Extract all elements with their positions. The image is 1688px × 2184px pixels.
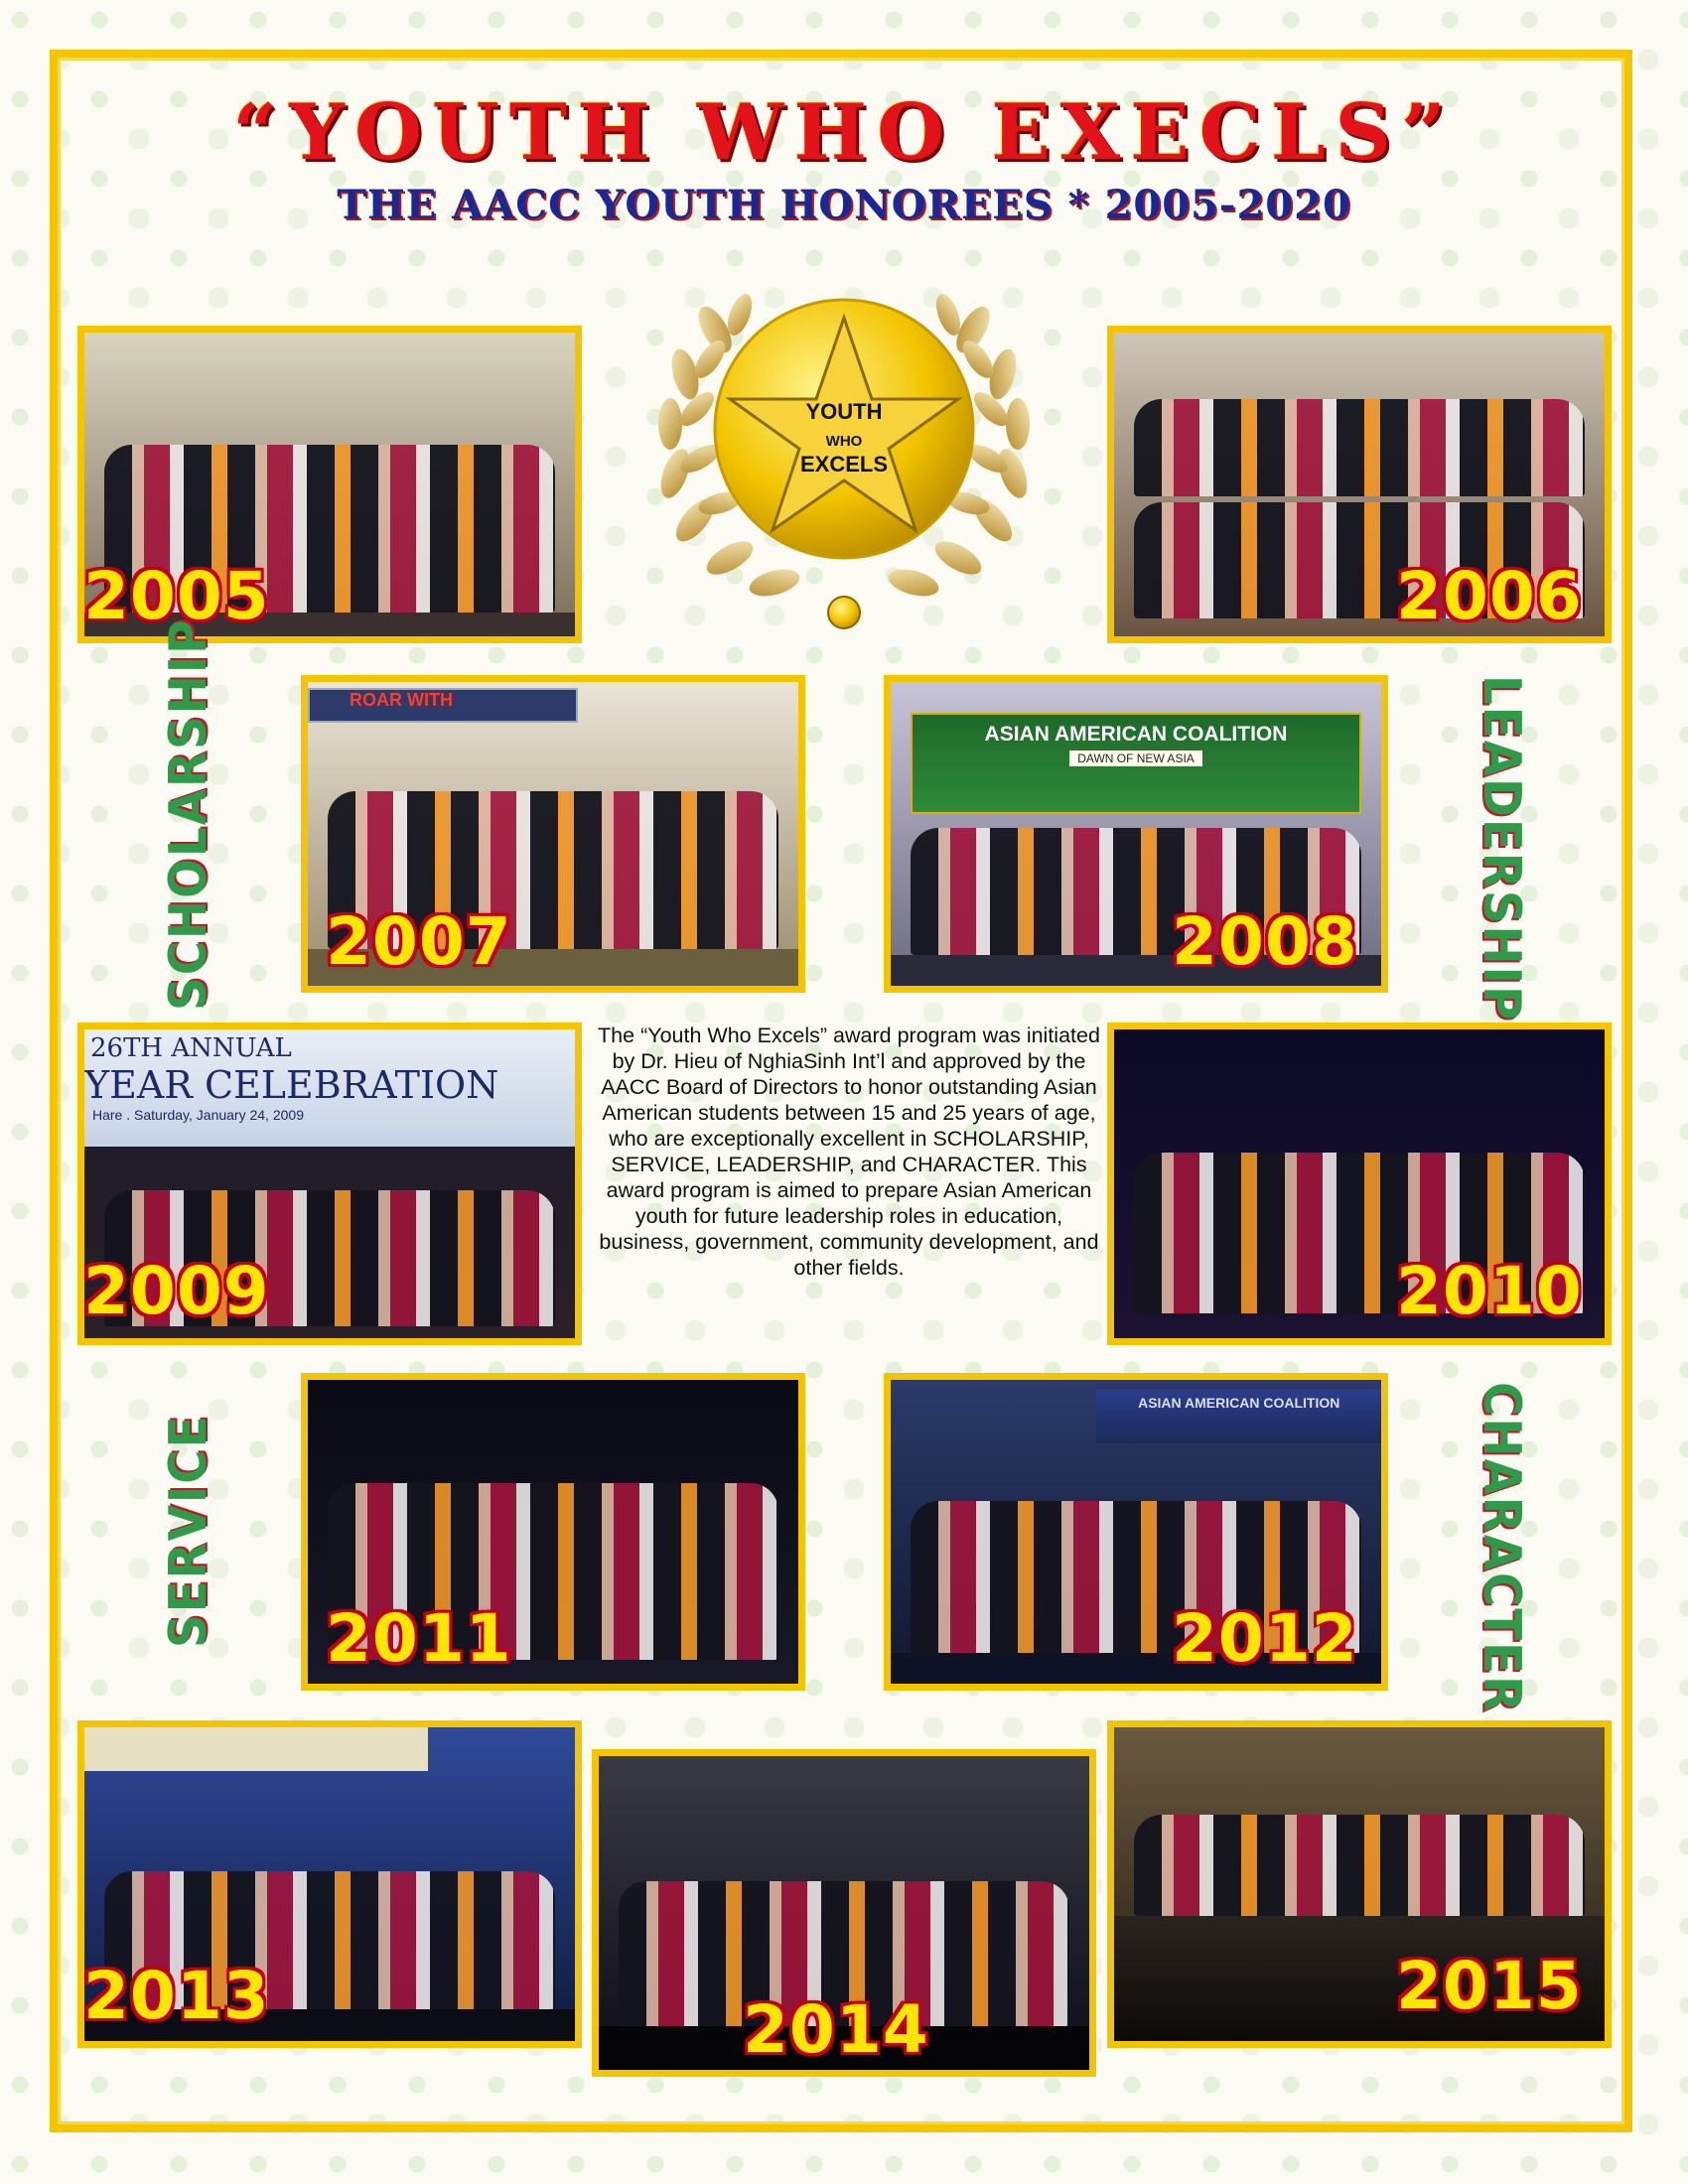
year-label-2009: 2009 bbox=[83, 1253, 270, 1329]
emblem-line-2: WHO bbox=[825, 433, 863, 450]
banner-text-2009: YEAR CELEBRATION bbox=[84, 1063, 499, 1107]
youth-who-excels-emblem bbox=[635, 260, 1053, 637]
year-label-2015: 2015 bbox=[1396, 1948, 1583, 2024]
year-label-2010: 2010 bbox=[1396, 1253, 1583, 1329]
banner-date-2009: Hare . Saturday, January 24, 2009 bbox=[92, 1107, 304, 1123]
banner-text-2008: ASIAN AMERICAN COALITION bbox=[984, 722, 1288, 746]
emblem-line-3: EXCELS bbox=[799, 452, 889, 477]
year-label-2012: 2012 bbox=[1172, 1600, 1358, 1677]
side-word-character: CHARACTER bbox=[1472, 1382, 1531, 1714]
banner-text-2012: ASIAN AMERICAN COALITION bbox=[1138, 1395, 1340, 1412]
side-word-leadership: LEADERSHIP bbox=[1472, 675, 1531, 1023]
program-description: The “Youth Who Excels” award program was initiated by Dr. Hieu of NghiaSinh Int’l and approved by the AACC Board of Directors to honor outstanding Asian American students between 15 and 25 years of age, who are exceptionally excellent in SCHOLARSHIP, SERVICE, LEADERSHIP, and CHARACTER. This award program is aimed to prepare Asian American youth for future leadership roles in education, business, government, community development, and other fields. bbox=[598, 1024, 1100, 1280]
year-label-2011: 2011 bbox=[326, 1600, 512, 1677]
year-label-2005: 2005 bbox=[83, 558, 270, 634]
page-title: “YOUTH WHO EXECLS” bbox=[232, 87, 1456, 178]
banner-subtext-2008: DAWN OF NEW ASIA bbox=[1069, 751, 1202, 766]
side-word-service: SERVICE bbox=[159, 1414, 218, 1648]
banner-text-2007: ROAR WITH bbox=[350, 690, 453, 711]
emblem-line-1: YOUTH bbox=[805, 399, 883, 424]
year-label-2013: 2013 bbox=[83, 1958, 270, 2034]
year-label-2008: 2008 bbox=[1172, 903, 1358, 980]
banner-top-2009: 26TH ANNUAL bbox=[90, 1033, 292, 1063]
side-word-scholarship: SCHOLARSHIP bbox=[159, 617, 218, 1011]
year-label-2006: 2006 bbox=[1396, 558, 1583, 634]
year-label-2007: 2007 bbox=[326, 903, 512, 980]
page-subtitle: THE AACC YOUTH HONOREES * 2005-2020 bbox=[337, 182, 1351, 228]
year-label-2014: 2014 bbox=[743, 1991, 929, 2068]
